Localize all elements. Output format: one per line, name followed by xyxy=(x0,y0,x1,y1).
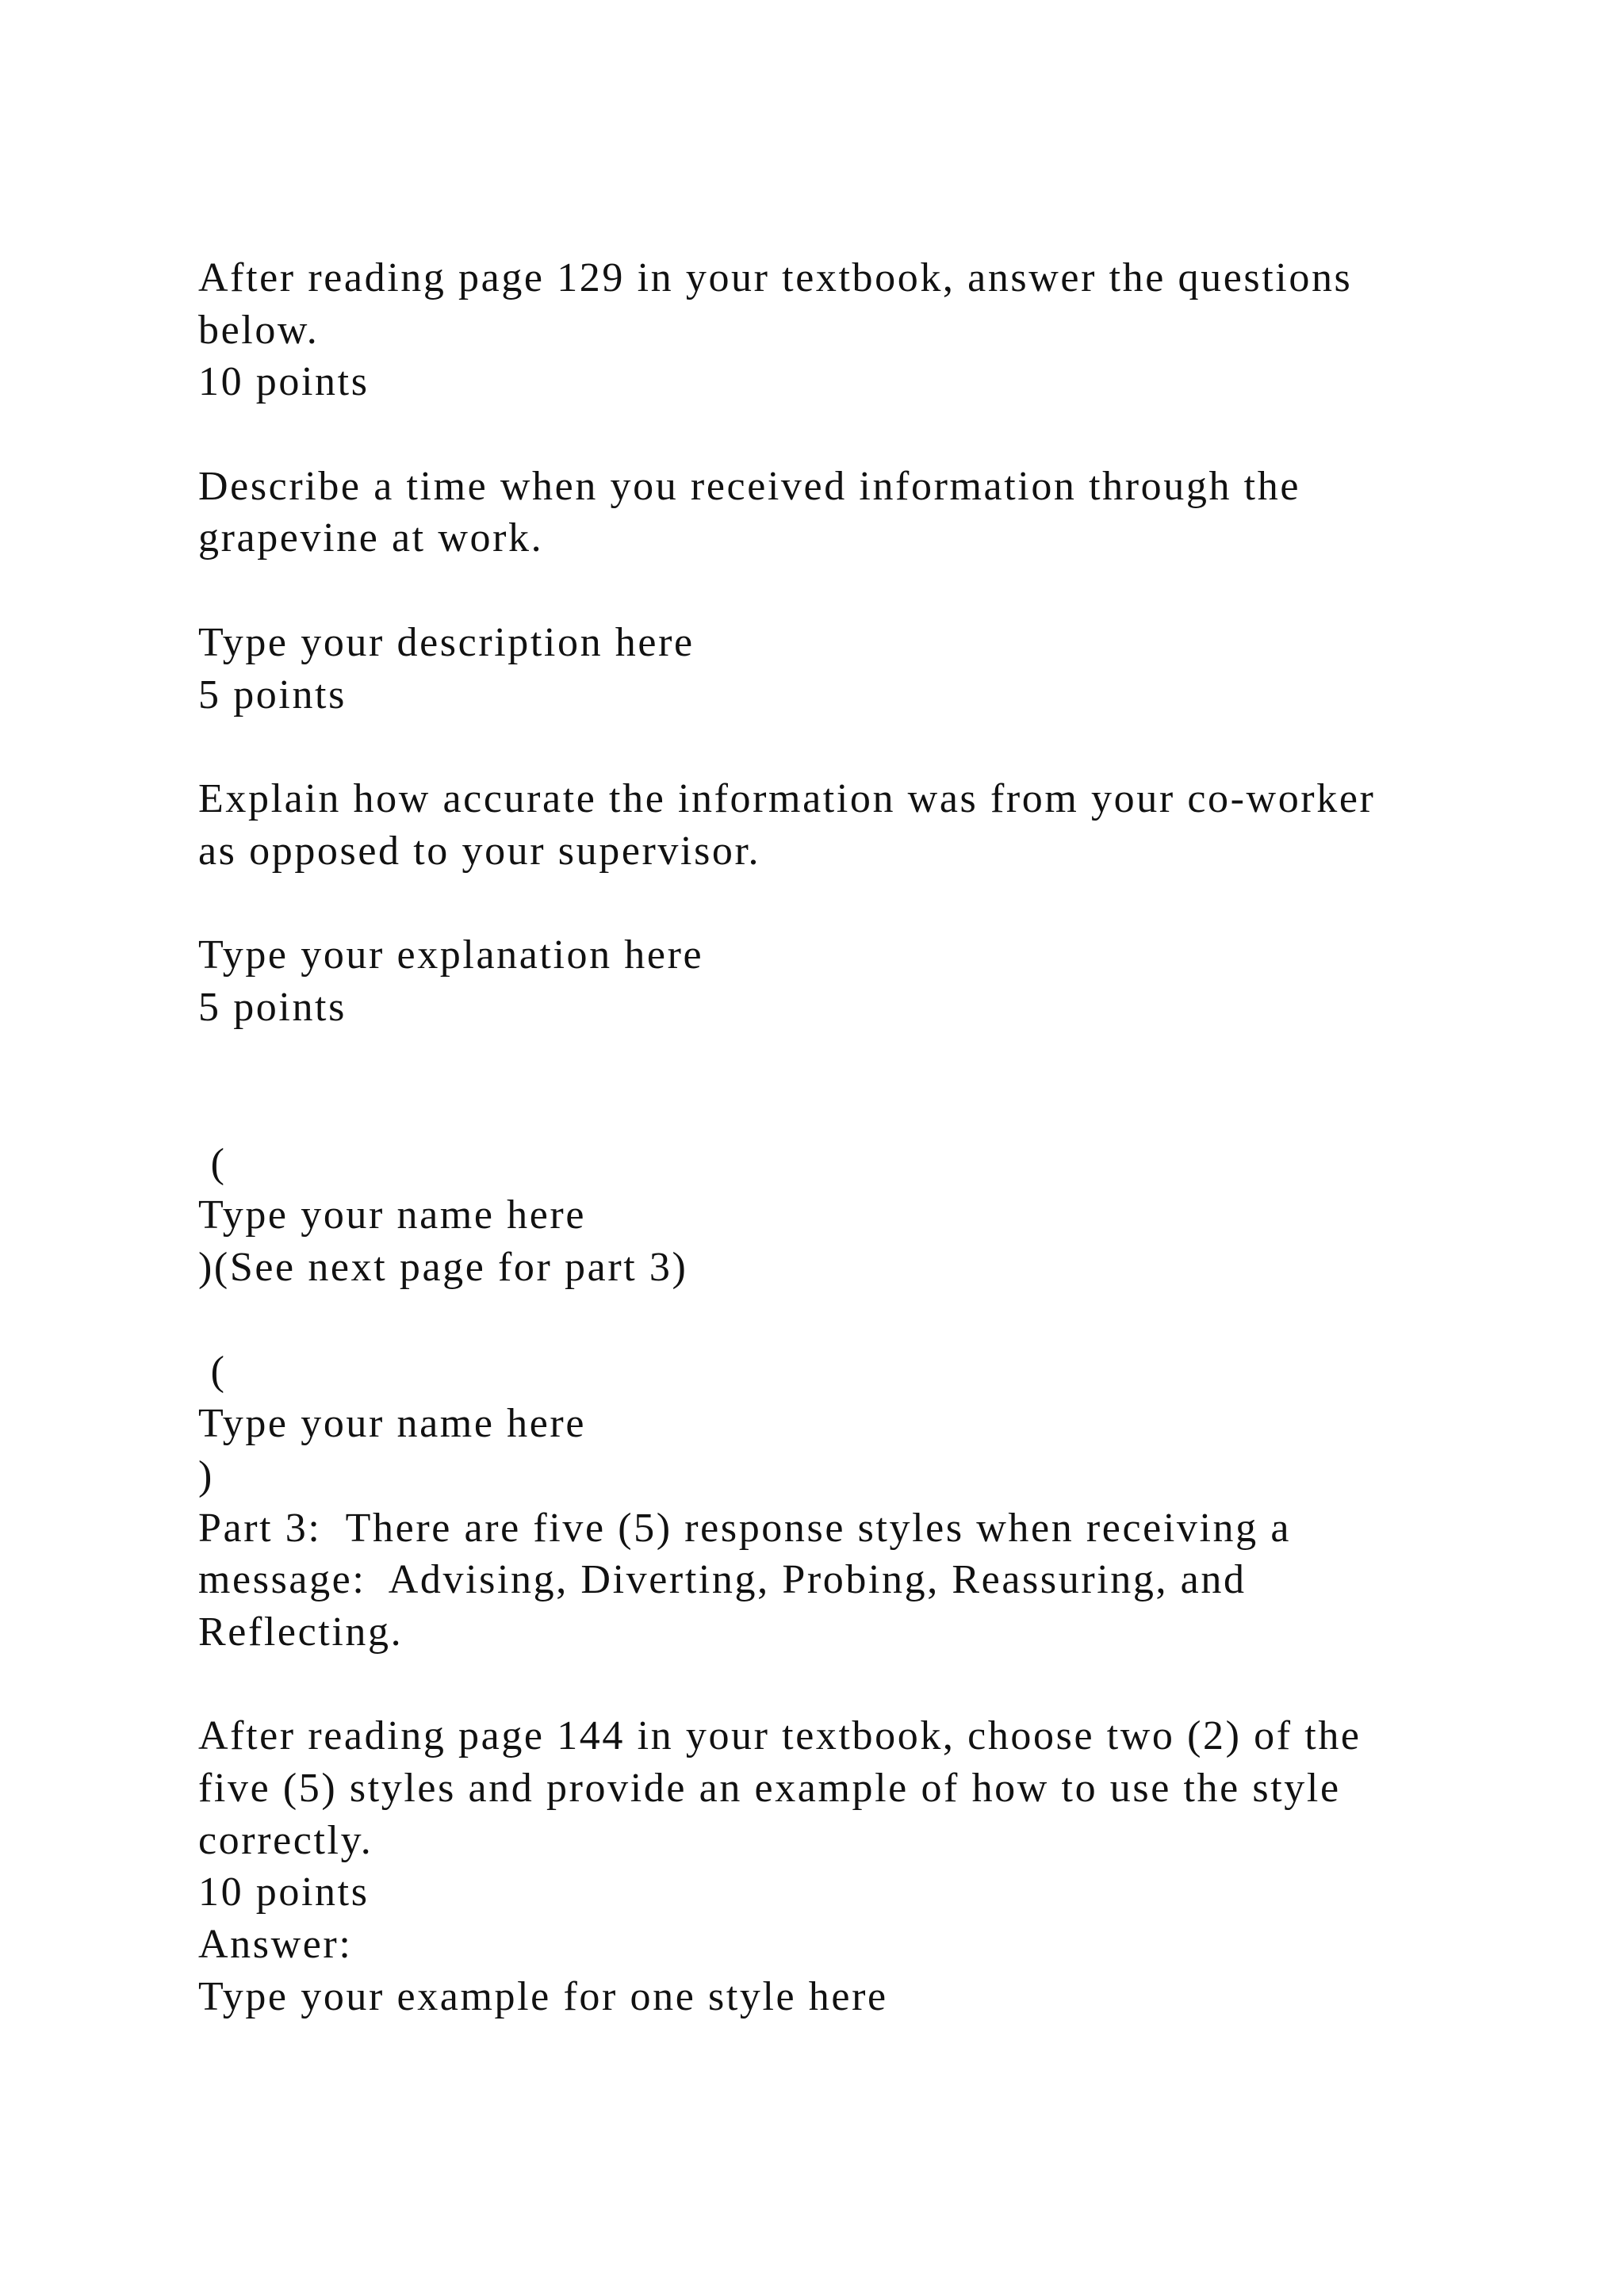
points-label: 10 points xyxy=(198,359,370,405)
blank-line xyxy=(198,564,1435,617)
part3-heading-line3: Reflecting. xyxy=(198,1609,404,1655)
question-grapevine-line2: grapevine at work. xyxy=(198,515,544,561)
part3-heading-line2: message: Advising, Diverting, Probing, Reassuring, and xyxy=(198,1557,1247,1603)
blank-line xyxy=(198,1294,1435,1346)
blank-line xyxy=(198,1659,1435,1711)
instruction-part3-line3: correctly. xyxy=(198,1817,373,1863)
instruction-part2-line1: After reading page 129 in your textbook, answer the questions xyxy=(198,255,1353,300)
example-placeholder[interactable]: Type your example for one style here xyxy=(198,1973,888,2019)
name-paren-open: ( xyxy=(198,1349,227,1395)
instruction-part3-line1: After reading page 144 in your textbook, choose two (2) of the xyxy=(198,1713,1362,1759)
name-paren-open: ( xyxy=(198,1140,227,1186)
instruction-part2-line2: below. xyxy=(198,307,320,353)
name-placeholder[interactable]: Type your name here xyxy=(198,1192,587,1238)
points-label: 5 points xyxy=(198,672,347,718)
name-placeholder[interactable]: Type your name here xyxy=(198,1401,587,1447)
blank-line xyxy=(198,1033,1435,1085)
next-page-note: )(See next page for part 3) xyxy=(198,1245,688,1291)
name-paren-close: ) xyxy=(198,1452,214,1498)
document-body xyxy=(198,252,1435,2022)
explanation-placeholder[interactable]: Type your explanation here xyxy=(198,932,704,978)
blank-line xyxy=(198,408,1435,461)
answer-label: Answer: xyxy=(198,1922,353,1967)
description-placeholder[interactable]: Type your description here xyxy=(198,619,695,665)
blank-line xyxy=(198,1085,1435,1138)
part3-heading-line1: Part 3: There are five (5) response styles when receiving a xyxy=(198,1505,1292,1551)
question-accuracy-line2: as opposed to your supervisor. xyxy=(198,828,761,874)
blank-line xyxy=(198,877,1435,929)
blank-line xyxy=(198,721,1435,773)
instruction-part3-line2: five (5) styles and provide an example of how to use the style xyxy=(198,1765,1341,1811)
points-label: 10 points xyxy=(198,1869,370,1915)
question-grapevine-line1: Describe a time when you received information through the xyxy=(198,463,1301,509)
question-accuracy-line1: Explain how accurate the information was from your co-worker xyxy=(198,775,1376,821)
points-label: 5 points xyxy=(198,984,347,1030)
